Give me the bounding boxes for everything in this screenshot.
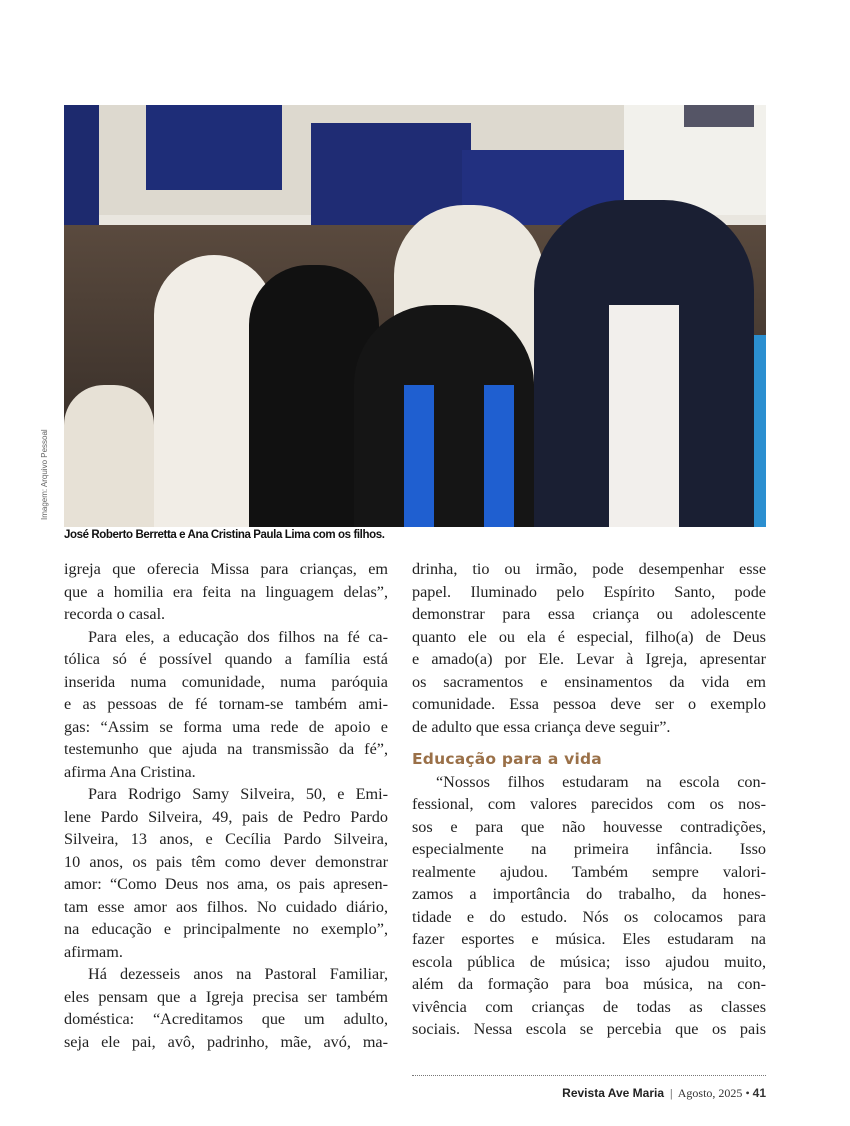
footer-bullet: • [745, 1086, 750, 1100]
text-line: amor: “Como Deus nos ama, os pais apresen- [64, 875, 388, 893]
footer-divider [412, 1075, 766, 1076]
article-photo [64, 105, 766, 527]
text-line: afirma Ana Cristina. [64, 762, 196, 781]
text-line: fessional, com valores parecidos com os nos- [412, 795, 766, 813]
photo-credit: Imagem: Arquivo Pessoal [40, 429, 49, 520]
text-line: Há dezesseis anos na Pastoral Familiar, [88, 965, 388, 983]
text-line: afirmam. [64, 942, 123, 961]
text-line: Para Rodrigo Samy Silveira, 50, e Emi- [88, 785, 388, 803]
text-line: Para eles, a educação dos filhos na fé ca- [88, 627, 388, 646]
text-line: 10 anos, os pais têm como dever demonstrar [64, 852, 388, 871]
text-line: gas: “Assim se forma uma rede de apoio e [64, 717, 388, 736]
page-footer [562, 1086, 766, 1101]
text-line: além da formação para boa música, na con- [412, 975, 766, 993]
paragraph [64, 626, 388, 784]
text-line: comunidade. Essa pessoa deve ser o exemplo [412, 695, 766, 713]
text-line: zamos a importância do trabalho, da hones- [412, 885, 766, 903]
text-line: os sacramentos e ensinamentos da vida em [412, 672, 766, 691]
text-line: vivência com crianças de todas as classes [412, 997, 766, 1016]
text-line: tólica só é possível quando a família está [64, 650, 388, 668]
paragraph [412, 771, 766, 1041]
text-line: sociais. Nessa escola se percebia que os pais [412, 1020, 766, 1038]
text-line: seja ele pai, avô, padrinho, mãe, avó, ma- [64, 1032, 388, 1051]
text-line: lene Pardo Silveira, 49, pais de Pedro Pardo [64, 807, 388, 826]
text-line: que a homilia era feita na linguagem delas”, [64, 582, 388, 601]
photo-caption: José Roberto Berretta e Ana Cristina Paula Lima com os filhos. [64, 529, 385, 541]
paragraph [412, 558, 766, 738]
footer-separator: | [670, 1086, 673, 1100]
text-line: especialmente na primeira infância. Isso [412, 840, 766, 858]
paragraph [64, 783, 388, 963]
text-line: demonstrar para essa criança ou adolescente [412, 605, 766, 623]
text-line: tidade e do estudo. Nós os colocamos para [412, 907, 766, 926]
article-column-left [64, 558, 388, 1053]
page-number: 41 [752, 1086, 766, 1100]
magazine-name: Revista Ave Maria [562, 1086, 665, 1100]
text-line: igreja que oferecia Missa para crianças, em [64, 560, 388, 578]
text-line: realmente ajudou. Também sempre valori- [412, 862, 766, 881]
text-line: fazer esportes e música. Eles estudaram na [412, 930, 766, 948]
paragraph [64, 558, 388, 626]
text-line: drinha, tio ou irmão, pode desempenhar esse [412, 560, 766, 578]
text-line: de adulto que essa criança deve seguir”. [412, 717, 671, 736]
text-line: papel. Iluminado pelo Espírito Santo, pode [412, 582, 766, 601]
paragraph [64, 963, 388, 1053]
text-line: sos e para que não houvesse contradições, [412, 817, 766, 836]
text-line: na educação e principalmente no exemplo”, [64, 920, 388, 938]
text-line: e as pessoas de fé tornam-se também ami- [64, 695, 388, 713]
article-column-right [412, 558, 766, 1041]
text-line: e amado(a) por Ele. Levar à Igreja, apresentar [412, 650, 766, 668]
text-line: testemunho que ajuda na transmissão da fé”, [64, 740, 388, 758]
section-heading: Educação para a vida [412, 750, 602, 768]
text-line: escola pública de música; isso ajudou muito, [412, 952, 766, 971]
text-line: tam esse amor aos filhos. No cuidado diário, [64, 897, 388, 916]
issue-date: Agosto, 2025 [677, 1086, 743, 1100]
text-line: recorda o casal. [64, 605, 166, 623]
text-line: doméstica: “Acreditamos que um adulto, [64, 1010, 388, 1028]
text-line: quanto ele ou ela é especial, filho(a) de Deus [412, 627, 766, 646]
text-line: “Nossos filhos estudaram na escola con- [436, 772, 766, 791]
text-line: inserida numa comunidade, numa paróquia [64, 672, 388, 691]
text-line: eles pensam que a Igreja precisa ser também [64, 987, 388, 1006]
text-line: Silveira, 13 anos, e Cecília Pardo Silveira, [64, 830, 388, 848]
